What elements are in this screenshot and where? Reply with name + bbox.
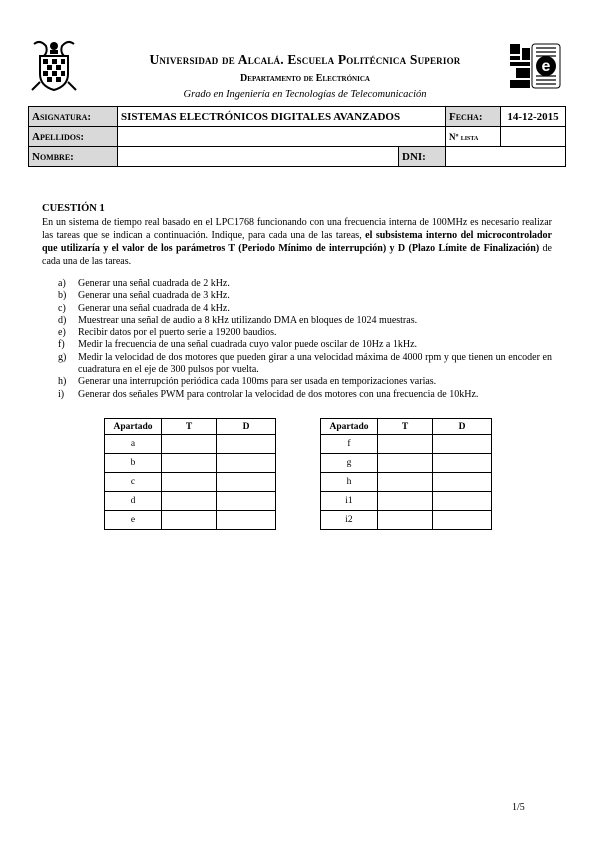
answer-cell-t[interactable] <box>378 473 433 492</box>
table-row <box>105 454 276 473</box>
student-info-table <box>28 106 566 167</box>
col-header-d: D <box>433 419 492 435</box>
item-text: Recibir datos por el puerto serie a 19200 baudios. <box>78 327 277 339</box>
list-item <box>42 352 552 377</box>
table-row <box>321 454 492 473</box>
question-title: CUESTIÓN 1 <box>42 203 105 214</box>
university-crest-logo <box>28 38 80 94</box>
answer-cell-d[interactable] <box>433 492 492 511</box>
item-label: f) <box>58 339 65 351</box>
item-label: e) <box>58 327 66 339</box>
table-row <box>321 435 492 454</box>
nlista-field[interactable] <box>501 127 566 147</box>
asignatura-value: SISTEMAS ELECTRÓNICOS DIGITALES AVANZADOS <box>118 107 446 127</box>
fecha-label: Fecha: <box>446 107 501 127</box>
answer-cell-d[interactable] <box>433 511 492 530</box>
item-label: i) <box>58 388 65 400</box>
item-text: Muestrear una señal de audio a 8 kHz utilizando DMA en bloques de 1024 muestras. <box>78 314 418 326</box>
table-row <box>105 511 276 530</box>
item-text: Generar una interrupción periódica cada 100ms para ser usada en temporizaciones varias. <box>78 376 437 388</box>
table-row <box>105 473 276 492</box>
list-item <box>42 290 552 302</box>
table-row <box>105 435 276 454</box>
item-label: d) <box>58 314 67 326</box>
table-row <box>321 492 492 511</box>
item-text: Medir la velocidad de dos motores que pueden girar a una velocidad máxima de 4000 rpm y que tienen un encoder en cuadratura en el eje de 300 pulsos por vuelta. <box>78 351 552 376</box>
answer-table-right <box>320 418 492 530</box>
apellidos-field[interactable] <box>118 127 446 147</box>
department-title: Departamento de Electrónica <box>240 73 370 84</box>
question-intro <box>42 216 552 268</box>
degree-subtitle: Grado en Ingeniería en Tecnologías de Telecomunicación <box>183 89 427 100</box>
col-header-apartado: Apartado <box>321 419 378 435</box>
row-label: c <box>105 473 162 492</box>
answer-cell-t[interactable] <box>162 511 217 530</box>
nombre-field[interactable] <box>118 147 399 167</box>
row-label: f <box>321 435 378 454</box>
answer-cell-t[interactable] <box>378 492 433 511</box>
item-label: b) <box>58 290 67 302</box>
col-header-apartado: Apartado <box>105 419 162 435</box>
item-text: Generar una señal cuadrada de 2 kHz. <box>78 278 230 289</box>
answer-cell-t[interactable] <box>162 454 217 473</box>
col-header-t: T <box>162 419 217 435</box>
answer-cell-t[interactable] <box>162 492 217 511</box>
row-label: b <box>105 454 162 473</box>
apellidos-label: Apellidos: <box>29 127 118 147</box>
list-item <box>42 389 552 401</box>
answer-cell-t[interactable] <box>162 473 217 492</box>
answer-cell-t[interactable] <box>378 511 433 530</box>
answer-cell-d[interactable] <box>433 473 492 492</box>
row-label: d <box>105 492 162 511</box>
university-title: Universidad de Alcalá. Escuela Politécnica Superior <box>149 52 461 67</box>
row-label: e <box>105 511 162 530</box>
nlista-label: Nº lista <box>446 127 501 147</box>
item-label: g) <box>58 351 67 363</box>
item-label: c) <box>58 302 66 314</box>
list-item <box>42 315 552 327</box>
answer-table-left <box>104 418 276 530</box>
item-label: a) <box>58 278 66 289</box>
list-item <box>42 278 552 290</box>
row-label: i1 <box>321 492 378 511</box>
page-number: 1/5 <box>512 802 525 813</box>
col-header-t: T <box>378 419 433 435</box>
answer-cell-d[interactable] <box>217 454 276 473</box>
list-item <box>42 376 552 388</box>
row-label: i2 <box>321 511 378 530</box>
answer-cell-t[interactable] <box>378 454 433 473</box>
dni-label: DNI: <box>399 147 446 167</box>
intro-text-1: En un sistema de tiempo real basado en el LPC1768 funcionando con una frecuencia interna de 100MHz es necesario realizar las tareas que se indican a continuación. Indique, para cada una de las tareas, <box>42 217 552 241</box>
dni-field[interactable] <box>446 147 566 167</box>
answer-cell-d[interactable] <box>433 435 492 454</box>
item-text: Generar dos señales PWM para controlar la velocidad de dos motores con una frecuencia de 10kHz. <box>78 388 479 400</box>
answer-cell-d[interactable] <box>217 492 276 511</box>
intro-text-bold: el subsistema interno del microcontrolador que utilizaría y el valor de los parámetros T (Periodo Mínimo de interrupción) y D (Plazo Límite de Finalización) <box>42 230 552 254</box>
answer-cell-d[interactable] <box>217 511 276 530</box>
col-header-d: D <box>217 419 276 435</box>
table-row <box>105 492 276 511</box>
intro-text-2: de cada una de las tareas. <box>42 243 552 267</box>
svg-text:e: e <box>541 58 551 75</box>
answer-cell-d[interactable] <box>217 435 276 454</box>
row-label: a <box>105 435 162 454</box>
item-label: h) <box>58 376 67 388</box>
list-item <box>42 303 552 315</box>
item-text: Generar una señal cuadrada de 3 kHz. <box>78 290 230 302</box>
table-row <box>321 473 492 492</box>
table-row <box>321 511 492 530</box>
list-item <box>42 339 552 351</box>
fecha-value: 14-12-2015 <box>501 107 566 127</box>
task-list <box>42 278 552 401</box>
item-text: Generar una señal cuadrada de 4 kHz. <box>78 302 230 314</box>
list-item <box>42 327 552 339</box>
row-label: g <box>321 454 378 473</box>
asignatura-label: Asignatura: <box>29 107 118 127</box>
answer-cell-d[interactable] <box>433 454 492 473</box>
item-text: Medir la frecuencia de una señal cuadrada cuyo valor puede oscilar de 10Hz a 1kHz. <box>78 339 418 351</box>
answer-cell-d[interactable] <box>217 473 276 492</box>
row-label: h <box>321 473 378 492</box>
answer-cell-t[interactable] <box>162 435 217 454</box>
answer-cell-t[interactable] <box>378 435 433 454</box>
nombre-label: Nombre: <box>29 147 118 167</box>
